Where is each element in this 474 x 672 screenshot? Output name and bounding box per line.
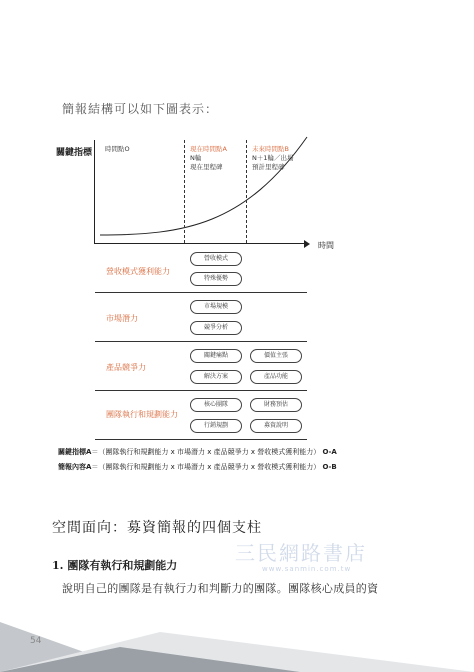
pill-core-team: 核心團隊: [190, 398, 242, 412]
pill-solution: 解決方案: [190, 370, 242, 384]
watermark-logo: 三民網路書店: [235, 541, 367, 565]
formula-key-indicator: 關鍵指標A＝（團隊執行和規劃能力 x 市場潛力 x 產品競爭力 x 營收模式獲利能力） O-A: [58, 448, 337, 456]
row-divider: [95, 390, 307, 391]
watermark-url: www.sanmin.com.tw: [262, 565, 352, 573]
pill-marketing-plan: 行銷規劃: [190, 419, 242, 433]
row-divider: [95, 341, 307, 342]
timepoint-b-line: [246, 140, 247, 243]
row-label-revenue: 營收模式獲利能力: [106, 267, 170, 276]
x-axis-label: 時間: [318, 241, 334, 250]
pill-key-pain: 關鍵痛點: [190, 349, 242, 363]
pill-market-size: 市場規模: [190, 300, 242, 314]
body-text: 說明自己的團隊是有執行力和判斷力的團隊。團隊核心成員的資: [62, 582, 379, 595]
formula-presentation-content: 簡報內容A＝（團隊執行和規劃能力 x 市場潛力 x 產品競爭力 x 營收模式獲利能力） O-B: [58, 463, 337, 471]
pill-competition: 競爭分析: [190, 321, 242, 335]
row-divider: [95, 439, 307, 440]
page-number: 54: [30, 636, 42, 646]
pill-financial-forecast: 財務預估: [250, 398, 302, 412]
row-divider: [95, 292, 307, 293]
pill-product-features: 產品功能: [250, 370, 302, 384]
row-label-team: 團隊執行和規劃能力: [106, 410, 178, 419]
pill-fundraising: 募資說明: [250, 419, 302, 433]
timepoint-a: 現在時間點A N輪 現在里程碑: [190, 145, 227, 171]
footer-decoration: [0, 612, 474, 672]
pill-special-advantage: 特殊優勢: [190, 272, 242, 286]
row-label-market: 市場潛力: [106, 314, 138, 323]
timepoint-a-line: [184, 140, 185, 243]
sub-title: 1. 團隊有執行和規劃能力: [52, 559, 178, 572]
pill-value-prop: 價值主張: [250, 349, 302, 363]
timepoint-o: 時間點O: [105, 145, 130, 153]
intro-text: 簡報結構可以如下圖表示：: [62, 102, 219, 116]
section-title: 空間面向：募資簡報的四個支柱: [52, 520, 262, 536]
pill-revenue-model: 營收模式: [190, 252, 242, 266]
y-axis-label: 關鍵指標: [56, 148, 93, 158]
timepoint-b: 未來時間點B N＋1輪／出場 預計里程碑: [252, 145, 294, 171]
x-axis: [94, 243, 308, 244]
row-label-product: 產品競爭力: [106, 363, 146, 372]
